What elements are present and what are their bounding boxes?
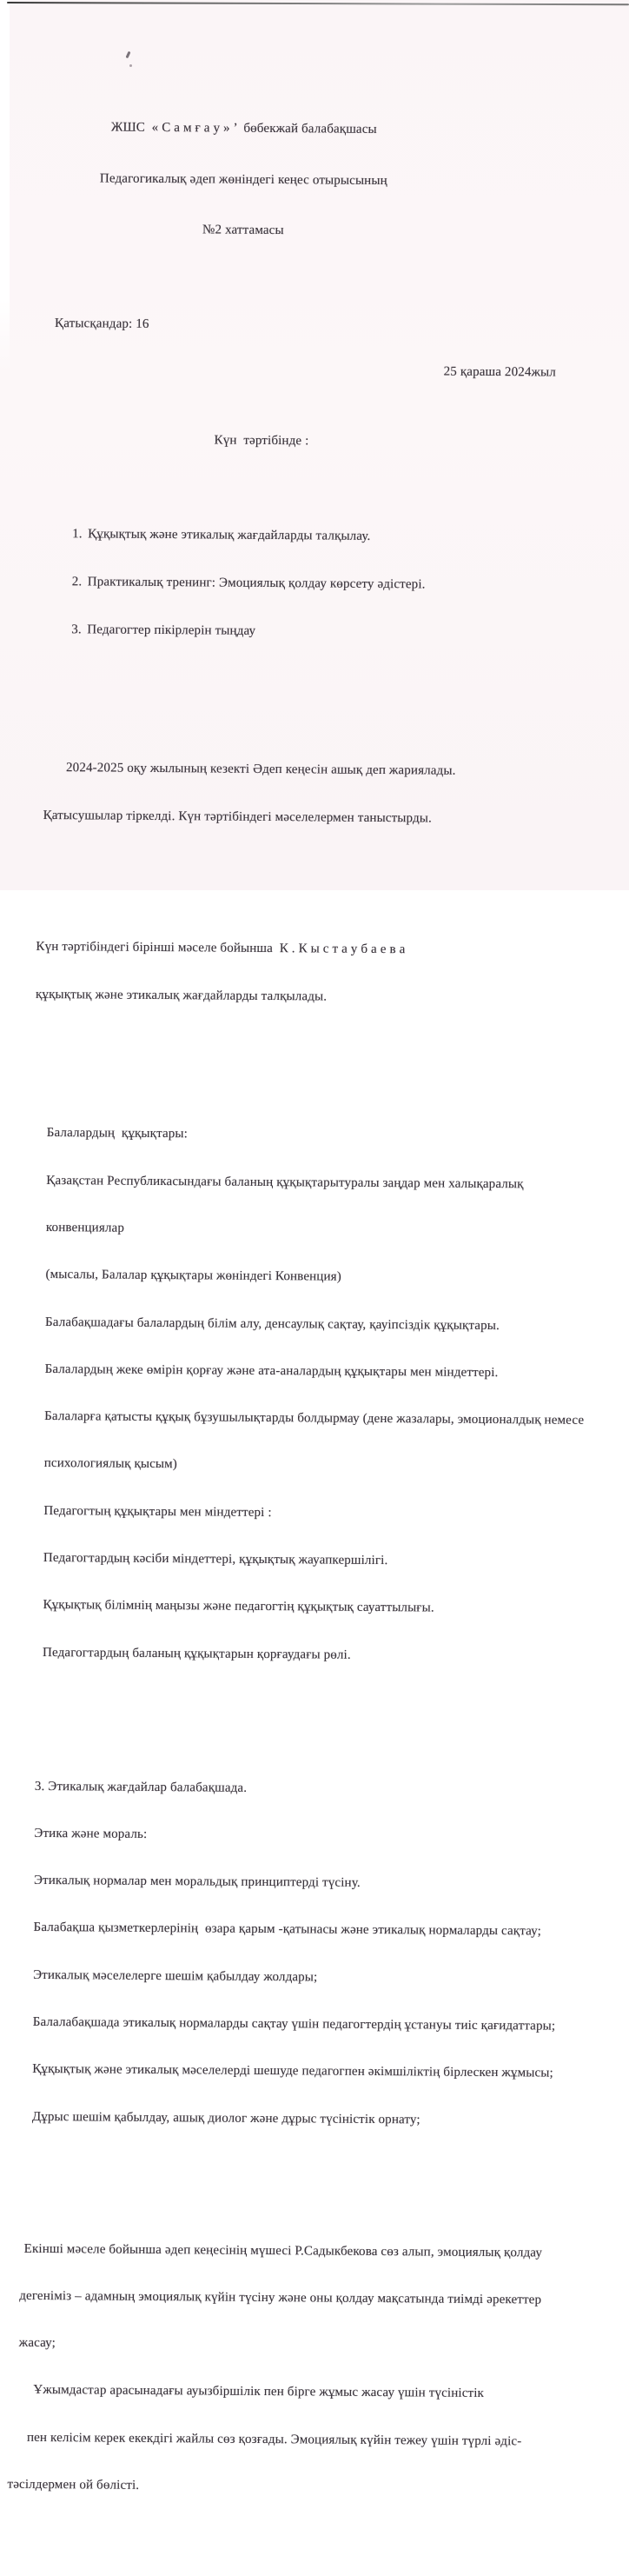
body-line: Екінші мәселе бойынша әдеп кеңесінің мүшесі Р.Садыкбекова сөз алып, эмоциялық қолдау [23,2241,543,2260]
document-header [43,86,445,275]
body-line: (мысалы, Балалар құқықтары жөніндегі Конвенция) [45,1268,341,1284]
body-line: Балалабақшада этикалық нормаларды сақтау үшін педагогтердің ұстануы тиіс қағидаттары; [32,2014,556,2034]
document-date: 25 қараша 2024жыл [443,364,557,380]
body-line: конвенциялар [45,1220,125,1235]
body-line: Балаларға қатысты құқық бұзушылықтарды болдырмау (дене жазалары, эмоционалдық немесе [44,1409,585,1428]
body-line: Құқықтық және этикалық мәселелерді шешуде педагогпен әкімшіліктің бірлескен жұмысы; [32,2062,553,2080]
agenda-item [72,527,625,547]
opening-paragraph [43,729,623,860]
body-line: Дұрыс шешім қабылдау, ашық диолог және дұрыс түсіністік орнату; [31,2109,420,2127]
body-line: психологиялық қысым) [43,1456,178,1472]
agenda-item-number: 2. [71,575,83,589]
body-line: Педагогтардың кәсіби міндеттері, құқықтық жауапкершілігі. [43,1550,388,1568]
children-rights-block [43,1094,620,1696]
council-title: Педагогикалық әдеп жөніндегі кеңес отырысының [99,171,387,188]
body-line: жасау; [18,2335,56,2351]
protocol-number: №2 хаттамасы [202,223,284,237]
agenda-item-text: Педагогтер пікірлерін тыңдау [87,622,256,638]
ethics-block [32,1747,616,2160]
agenda-list [71,495,626,673]
participants-count: Қатысқандар: 16 [55,316,149,331]
body-line: Педагогтың құқықтары мен міндеттері : [43,1503,272,1520]
first-issue-paragraph [36,908,622,1039]
body-line: 3. Этикалық жағдайлар балабақшада. [34,1779,248,1795]
body-line: Күн тәртібіндегі бірінші мәселе бойынша К . К ы с т а у б а е в а [36,940,406,957]
body-line: Балалардың құқықтары: [46,1126,189,1142]
body-line: 2024-2025 оқу жылының кезекті Әдеп кеңесін ашық деп жариялады. [66,761,456,778]
agenda-title: Күн тәртібінде : [214,433,309,449]
second-issue-paragraph [7,2209,612,2528]
body-line: Қатысушылар тіркелді. Күн тәртібіндегі мәселелермен таныстырды. [43,808,433,826]
agenda-item-text: Практикалық тренинг: Эмоциялық қолдау көрсету әдістері. [87,575,426,592]
body-line: тәсілдермен ой бөлісті. [7,2477,140,2493]
body-line: құқықтық және этикалық жағдайларды талқылады. [35,987,328,1004]
agenda-item-number: 1. [72,527,83,542]
body-line: Ұжымдастар арасынадағы ауызбіршілік пен бірге жұмыс жасау үшін түсіністік [33,2383,485,2401]
body-line: Этикалық нормалар мен моральдық принциптерді түсіну. [33,1874,361,1891]
organization-title: ЖШС « С а м ғ а у » ’ бөбекжай балабақшасы [110,120,377,137]
body-line: Балабақшадағы балалардың білім алу, денсаулық сақтау, қауіпсіздік құқықтары. [44,1315,500,1333]
body-line: Этика және мораль: [34,1826,148,1841]
body-line: Этикалық мәселелерге шешім қабылдау жолдары; [33,1967,318,1985]
body-line: пен келісім керек екекдігі жайлы сөз қозғады. Эмоциялық күйін тежеу үшін түрлі әдіс- [26,2430,522,2449]
body-line: Қазақстан Республикасындағы баланың құқықтарытуралы заңдар мен халықаралық [46,1173,524,1192]
body-line: Педагогтардың баланың құқықтарын қорғаудағы рөлі. [43,1645,351,1662]
agenda-item [71,622,624,642]
agenda-item-number: 3. [71,622,82,636]
body-line: Балалардың жеке өмірін қорғау және ата-аналардың құқықтары мен міндеттері. [44,1361,499,1380]
body-line: Балабақша қызметкерлерінің өзара қарым -қатынасы және этикалық нормаларды сақтау; [33,1920,542,1939]
agenda-item-text: Құқықтық және этикалық жағдайларды талқылау. [88,527,371,544]
body-line: Құқықтық білімнің маңызы және педагогтің құқықтық сауаттылығы. [43,1598,434,1615]
body-line: дегеніміз – адамның эмоциялық күйін түсіну және оны қолдау мақсатында тиімді әрекеттер [19,2288,542,2307]
agenda-item [72,574,625,594]
